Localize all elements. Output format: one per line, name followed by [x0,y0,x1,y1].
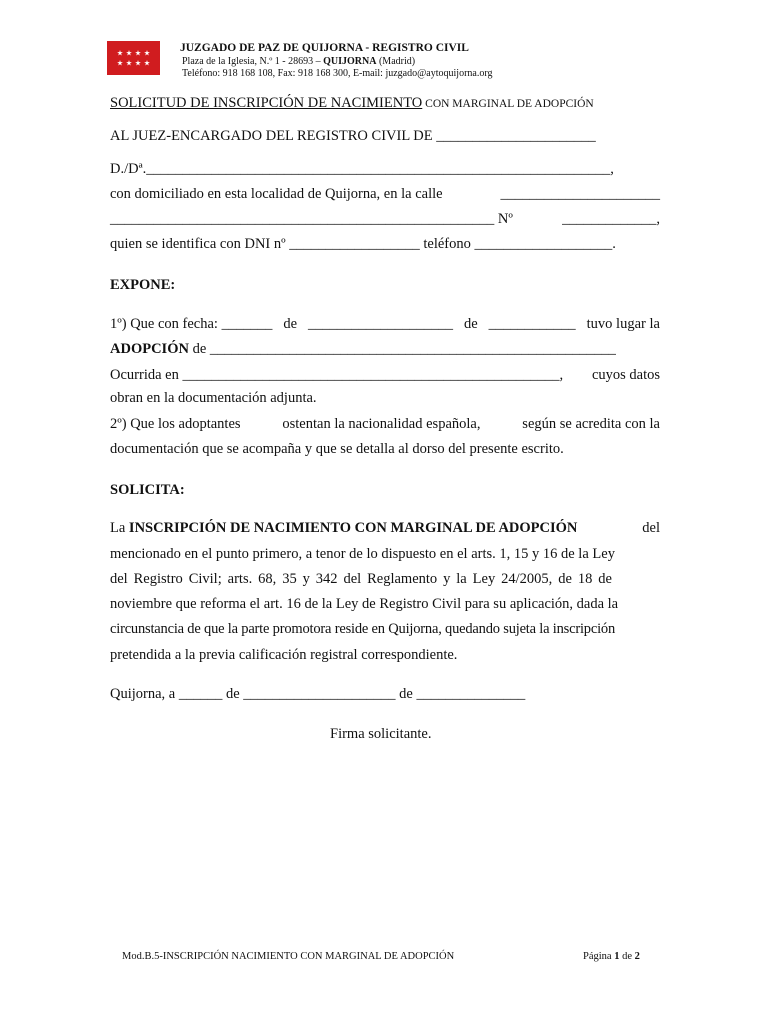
court-address: Plaza de la Iglesia, N.º 1 - 28693 – QUIJORNA (Madrid) [182,56,416,67]
applicant-name-field[interactable]: D./Dª.________________________________________________________________, [110,161,614,177]
street-line[interactable]: _____________________________________________________ Nº _____________, [110,211,660,227]
expone-p2-line2: documentación que se acompaña y que se detalla al dorso del presente escrito. [110,441,564,457]
solicita-line3: del Registro Civil; arts. 68, 35 y 342 del Reglamento y la Ley 24/2005, de 18 de [110,571,612,587]
document-title: SOLICITUD DE INSCRIPCIÓN DE NACIMIENTO CON MARGINAL DE ADOPCIÓN [110,95,594,111]
expone-p2-line1: 2º) Que los adoptantes ostentan la nacionalidad española, según se acredita con la [110,416,660,432]
domicile-line[interactable]: con domiciliado en esta localidad de Quijorna, en la calle ______________________ [110,186,660,202]
expone-heading: EXPONE: [110,277,176,293]
solicita-line4: noviembre que reforma el art. 16 de la Ley de Registro Civil para su aplicación, dada la [110,596,619,612]
expone-p1-line2[interactable]: ADOPCIÓN de ________________________________________________________ [110,341,616,357]
footer-model: Mod.B.5-INSCRIPCIÓN NACIMIENTO CON MARGINAL DE ADOPCIÓN [122,951,455,962]
expone-p1-line1[interactable]: 1º) Que con fecha: _______ de ____________________ de ____________ tuvo lugar la [110,316,660,332]
expone-p1-line3[interactable]: Ocurrida en ____________________________________________________, cuyos datos [110,367,660,383]
id-phone-line[interactable]: quien se identifica con DNI nº __________________ teléfono ___________________. [110,236,616,252]
court-contact: Teléfono: 918 168 108, Fax: 918 168 300, E-mail: juzgado@aytoquijorna.org [182,68,493,79]
solicita-line1: La INSCRIPCIÓN DE NACIMIENTO CON MARGINAL DE ADOPCIÓN del [110,520,660,536]
expone-p1-line4: obran en la documentación adjunta. [110,390,317,406]
signature-label: Firma solicitante. [330,726,432,742]
solicita-line2: mencionado en el punto primero, a tenor de lo dispuesto en el arts. 1, 15 y 16 de la Ley [110,546,615,562]
addressee-line: AL JUEZ-ENCARGADO DEL REGISTRO CIVIL DE ______________________ [110,128,596,144]
madrid-flag-logo [107,41,160,75]
footer-page-number: Página 1 de 2 [583,951,640,962]
solicita-line5: circunstancia de que la parte promotora reside en Quijorna, quedando sujeta la inscripción [110,621,616,637]
solicita-heading: SOLICITA: [110,482,185,498]
date-line[interactable]: Quijorna, a ______ de _____________________ de _______________ [110,686,526,702]
court-name: JUZGADO DE PAZ DE QUIJORNA - REGISTRO CIVIL [180,42,469,54]
solicita-line6: pretendida a la previa calificación registral correspondiente. [110,647,458,663]
